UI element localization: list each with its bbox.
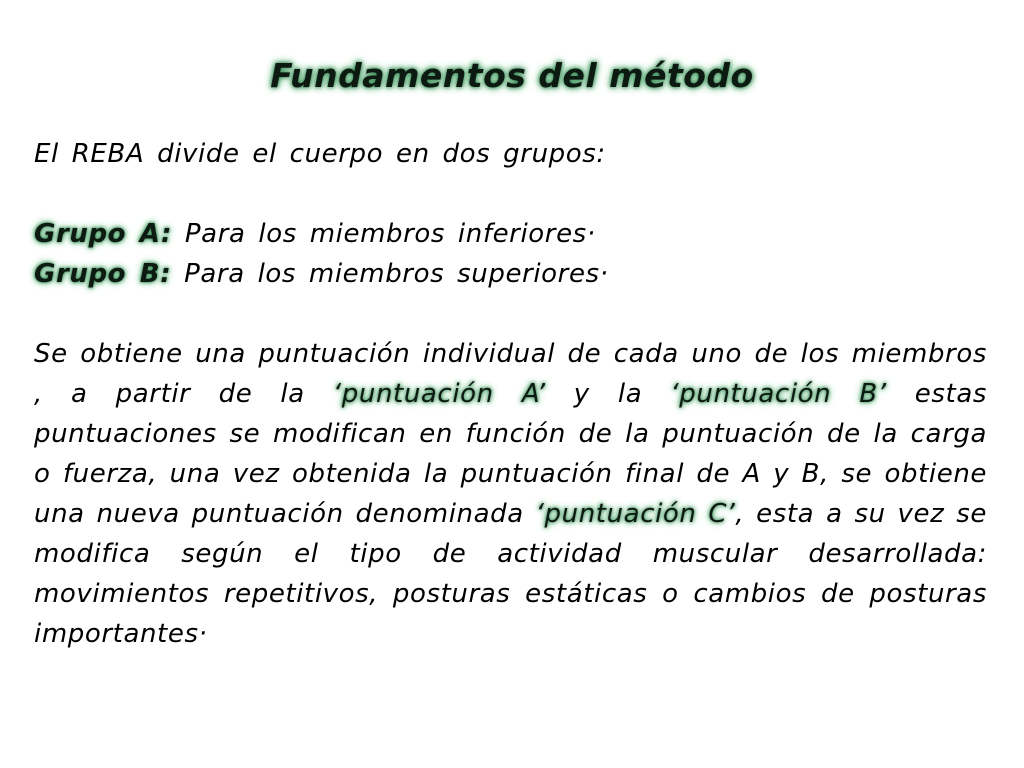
group-b-label: Grupo B: (34, 259, 172, 289)
paragraph-part-3: estas puntuaciones se modifican en función de la puntuación de la carga o fuerza, una vez obtenida la puntuación final de A y B, se obtiene una nueva puntuación denominada (34, 379, 987, 529)
group-b-text: Para los miembros superiores· (184, 259, 609, 289)
paragraph-part-2: y la (545, 379, 671, 409)
group-a-line (34, 214, 987, 254)
highlight-puntuacion-a: ‘puntuación A’ (332, 379, 546, 409)
group-b-line (34, 254, 987, 294)
paragraph-part-1: Se obtiene una puntuación individual de cada uno de los miembros , a partir de la (34, 339, 987, 409)
intro-text: El REBA divide el cuerpo en dos grupos: (34, 139, 606, 169)
highlight-puntuacion-c: ‘puntuación C’ (535, 499, 736, 529)
slide-content (34, 134, 987, 654)
highlight-puntuacion-b: ‘puntuación B’ (670, 379, 887, 409)
spacer (34, 294, 987, 334)
group-a-label: Grupo A: (34, 219, 173, 249)
spacer (34, 174, 987, 214)
slide-title: Fundamentos del método (270, 56, 754, 95)
group-a-text: Para los miembros inferiores· (184, 219, 596, 249)
paragraph-part-4: , esta a su vez se modifica según el tipo de actividad muscular desarrollada: movimientos repetitivos, posturas estáticas o cambios de posturas importantes· (34, 499, 987, 649)
description-paragraph (34, 334, 987, 654)
